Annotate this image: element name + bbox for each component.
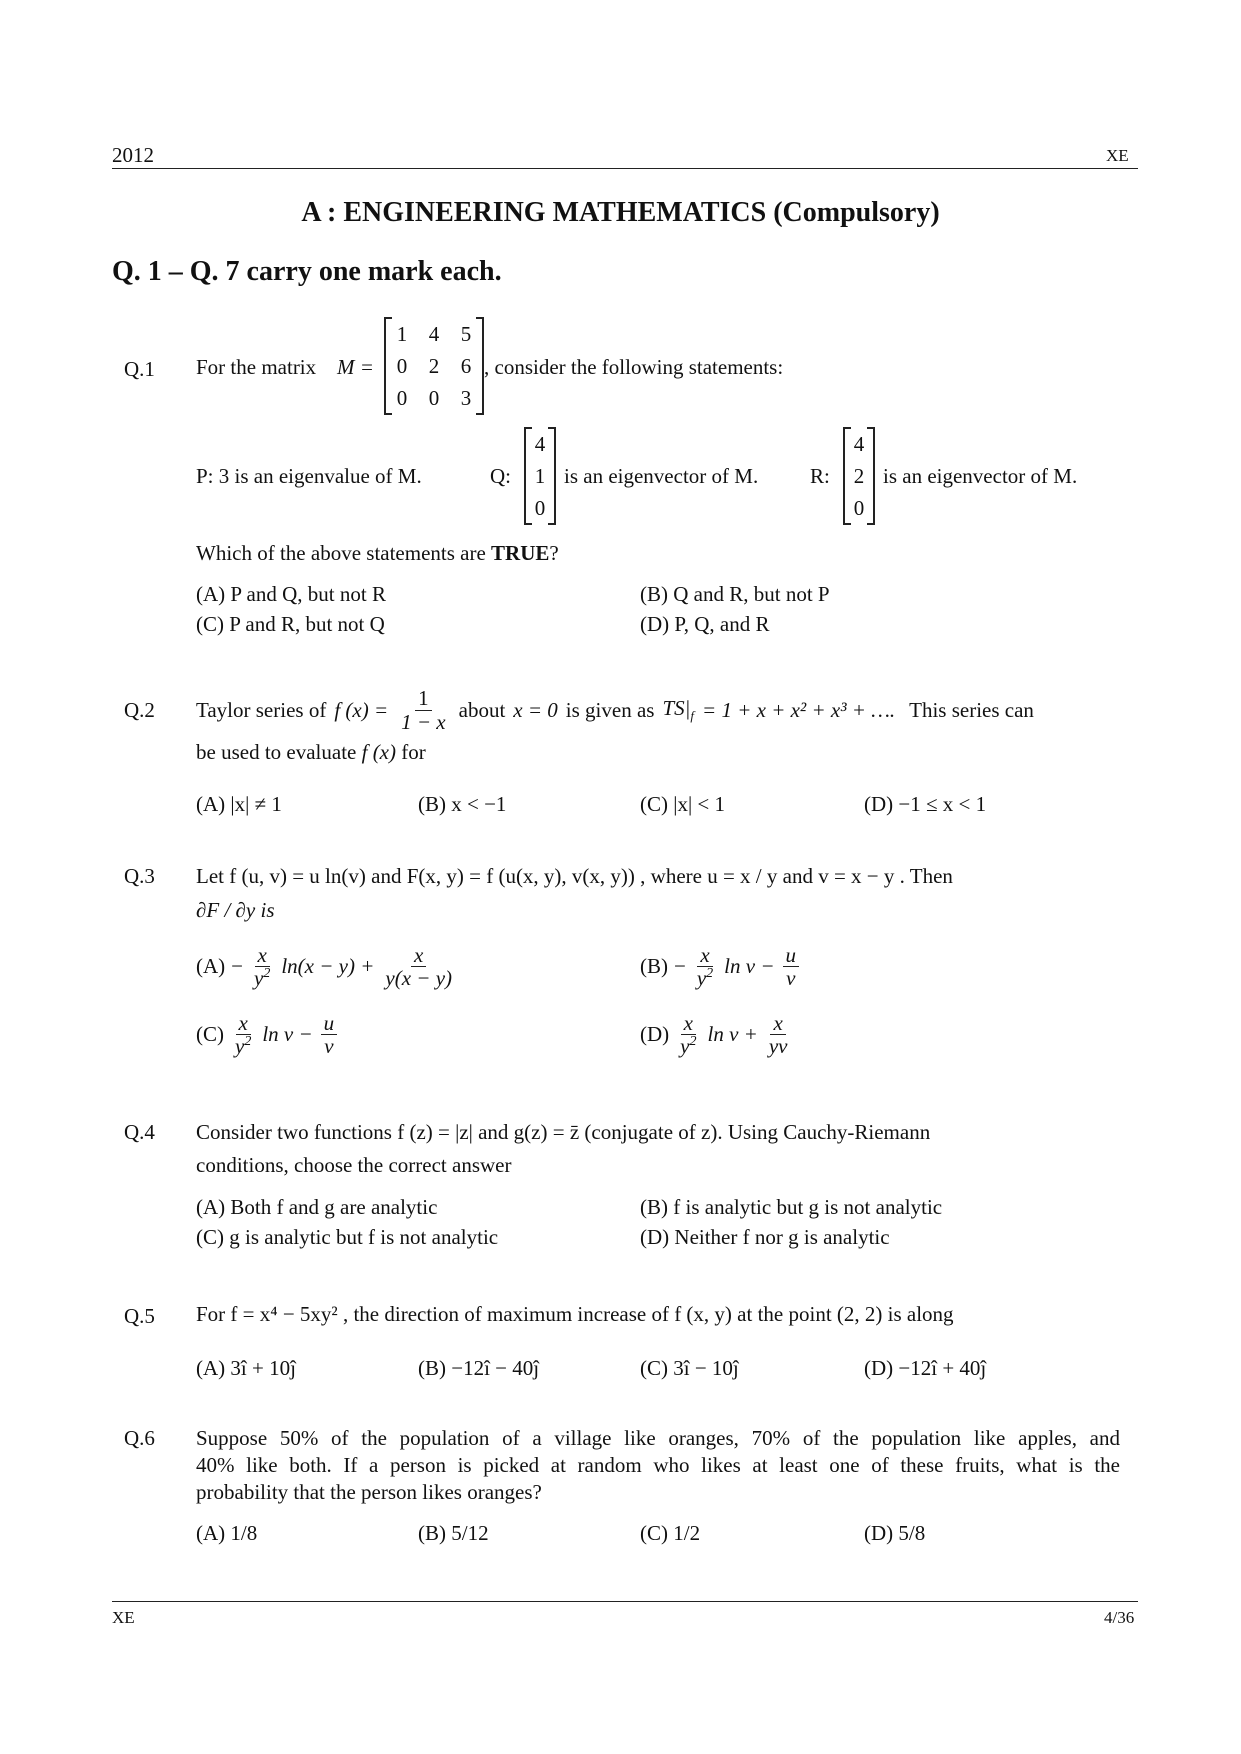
fraction [694,944,716,989]
fraction [677,1012,699,1057]
matrix-m [384,318,484,414]
option-c[interactable]: (C) |x| < 1 [640,792,725,816]
option-b[interactable]: (B) −12î − 40ĵ [418,1356,540,1380]
denominator: y(x − y) [385,966,453,991]
numerator: x [697,944,712,967]
fraction [783,944,800,989]
fraction [398,687,449,732]
option-label: (D) [640,1022,670,1047]
q4-line1: Consider two functions f (z) = |z| and g(z) = z̄ (conjugate of z). Using Cauchy-Riemann [196,1120,931,1144]
option-label: (C) [196,1022,224,1047]
ts-sub: f [690,708,695,724]
q2-text: is given as [565,697,655,722]
q2-line2 [196,740,426,765]
vector-entry: 4 [534,431,546,456]
matrix-entry: 2 [428,353,440,378]
ts-symbol: TS| [662,695,691,720]
vector-entry: 0 [853,495,865,520]
q6-line3: probability that the person likes oranges? [196,1480,542,1504]
vector-q [524,428,556,524]
question-number: Q.2 [124,698,155,722]
option-d[interactable]: (D) −12î + 40ĵ [864,1356,987,1380]
q2-text: for [401,740,426,764]
statement-q-label: Q: [490,464,511,488]
q2-text: about [458,697,506,722]
matrix-entry: 6 [460,353,472,378]
vector-entry: 4 [853,431,865,456]
q1-post: , consider the following statements: [484,355,784,379]
option-term: ln v − [262,1022,313,1047]
q2-text: Taylor series of [196,697,327,722]
ask-text: Which of the above statements are [196,541,492,565]
option-c[interactable]: (C) P and R, but not Q [196,612,385,636]
option-c[interactable] [196,1012,339,1057]
option-c[interactable]: (C) 3î − 10ĵ [640,1356,739,1380]
matrix-entry: 4 [428,321,440,346]
matrix-entry: 0 [396,353,408,378]
option-d[interactable]: (D) 5/8 [864,1521,926,1545]
numerator: x [255,944,270,967]
header-year: 2012 [112,143,154,167]
q1-ask [196,541,559,566]
denominator: $y^2$ [254,966,271,991]
q6-line1: Suppose 50% of the population of a village like oranges, 70% of the population like apples, and [196,1426,1120,1450]
numerator: x [770,1012,785,1035]
q1-pre: For the matrix [196,355,317,379]
vector-entry: 0 [534,495,546,520]
denominator: v [786,966,796,991]
numerator: x [236,1012,251,1035]
option-b[interactable]: (B) x < −1 [418,792,507,816]
option-a[interactable]: (A) 3î + 10ĵ [196,1356,296,1380]
q2-fx: f (x) [361,740,397,764]
numerator: 1 [415,687,432,710]
fraction [321,1012,338,1057]
matrix-entry: 0 [428,385,440,410]
denominator: $y^2$ [235,1034,252,1059]
option-term: ln v + [707,1022,758,1047]
statement-p: P: 3 is an eigenvalue of M. [196,464,422,488]
vector-r [843,428,875,524]
q3-line1: Let f (u, v) = u ln(v) and F(x, y) = f (u(x, y), v(x, y)) , where u = x / y and v = x − y . Then [196,864,953,888]
q1-var: M = [337,355,374,379]
denominator: $y^2$ [696,966,714,991]
option-a[interactable]: (A) Both f and g are analytic [196,1195,438,1219]
matrix-entry: 3 [460,385,472,410]
statement-q-text: is an eigenvector of M. [564,464,759,488]
numerator: x [411,944,426,967]
option-label: (A) [196,954,226,979]
matrix-entry: 1 [396,321,408,346]
header-code: XE [1106,146,1129,165]
option-d[interactable]: (D) −1 ≤ x < 1 [864,792,987,816]
option-b[interactable] [640,944,801,989]
q2-ts [662,696,694,724]
fraction [382,944,455,989]
footer-rule [112,1601,1138,1602]
denominator: v [324,1034,334,1059]
q2-fx: f (x) = [334,697,389,722]
question-number: Q.4 [124,1120,155,1144]
question-number: Q.3 [124,864,155,888]
option-a[interactable]: (A) 1/8 [196,1521,258,1545]
q4-line2: conditions, choose the correct answer [196,1153,512,1177]
option-label: (B) [640,954,668,979]
minus-sign: − [674,954,686,979]
option-d[interactable]: (D) Neither f nor g is analytic [640,1225,890,1249]
option-b[interactable]: (B) f is analytic but g is not analytic [640,1195,943,1219]
option-a[interactable]: (A) |x| ≠ 1 [196,792,282,816]
option-d[interactable] [640,1012,792,1057]
denominator: $y^2$ [680,1034,697,1059]
header-rule [112,168,1138,169]
vector-entry: 2 [853,463,865,488]
matrix-entry: 0 [396,385,408,410]
q6-line2: 40% like both. If a person is picked at random who likes at least one of these fruits, what is the [196,1453,1120,1477]
q3-line2: ∂F / ∂y is [196,898,275,922]
option-a[interactable] [196,944,457,989]
numerator: u [783,944,800,967]
question-number: Q.1 [124,357,155,381]
option-b[interactable]: (B) 5/12 [418,1521,489,1545]
vector-entry: 1 [534,463,546,488]
q2-text: be used to evaluate [196,740,357,764]
fraction [766,1012,791,1057]
denominator: yv [768,1034,788,1059]
footer-code: XE [112,1608,135,1627]
q2-x0: x = 0 [513,697,558,722]
option-term: ln v − [724,954,775,979]
q2-line1 [196,682,1034,738]
option-d[interactable]: (D) P, Q, and R [640,612,770,636]
option-term: ln(x − y) + [281,954,375,979]
ask-bold: TRUE [491,541,550,565]
option-c[interactable]: (C) g is analytic but f is not analytic [196,1225,499,1249]
statement-r-text: is an eigenvector of M. [883,464,1078,488]
q2-text: This series can [909,697,1034,722]
option-a[interactable]: (A) P and Q, but not R [196,582,386,606]
statement-r-label: R: [810,464,830,488]
fraction [232,1012,254,1057]
question-number: Q.5 [124,1304,155,1328]
matrix-entry: 5 [460,321,472,346]
option-c[interactable]: (C) 1/2 [640,1521,701,1545]
q2-series: = 1 + x + x² + x³ + …. [702,697,896,722]
fraction [251,944,273,989]
numerator: u [321,1012,338,1035]
numerator: x [681,1012,696,1035]
question-number: Q.6 [124,1426,155,1450]
footer-page: 4/36 [1104,1608,1135,1627]
marks-note: Q. 1 – Q. 7 carry one mark each. [112,256,502,287]
ask-end: ? [549,541,559,565]
denominator: 1 − x [401,709,446,734]
option-b[interactable]: (B) Q and R, but not P [640,582,830,606]
minus-sign: − [231,954,243,979]
section-title: A : ENGINEERING MATHEMATICS (Compulsory) [301,197,940,228]
q5-line1: For f = x⁴ − 5xy² , the direction of maximum increase of f (x, y) at the point (2, 2) is along [196,1302,954,1326]
